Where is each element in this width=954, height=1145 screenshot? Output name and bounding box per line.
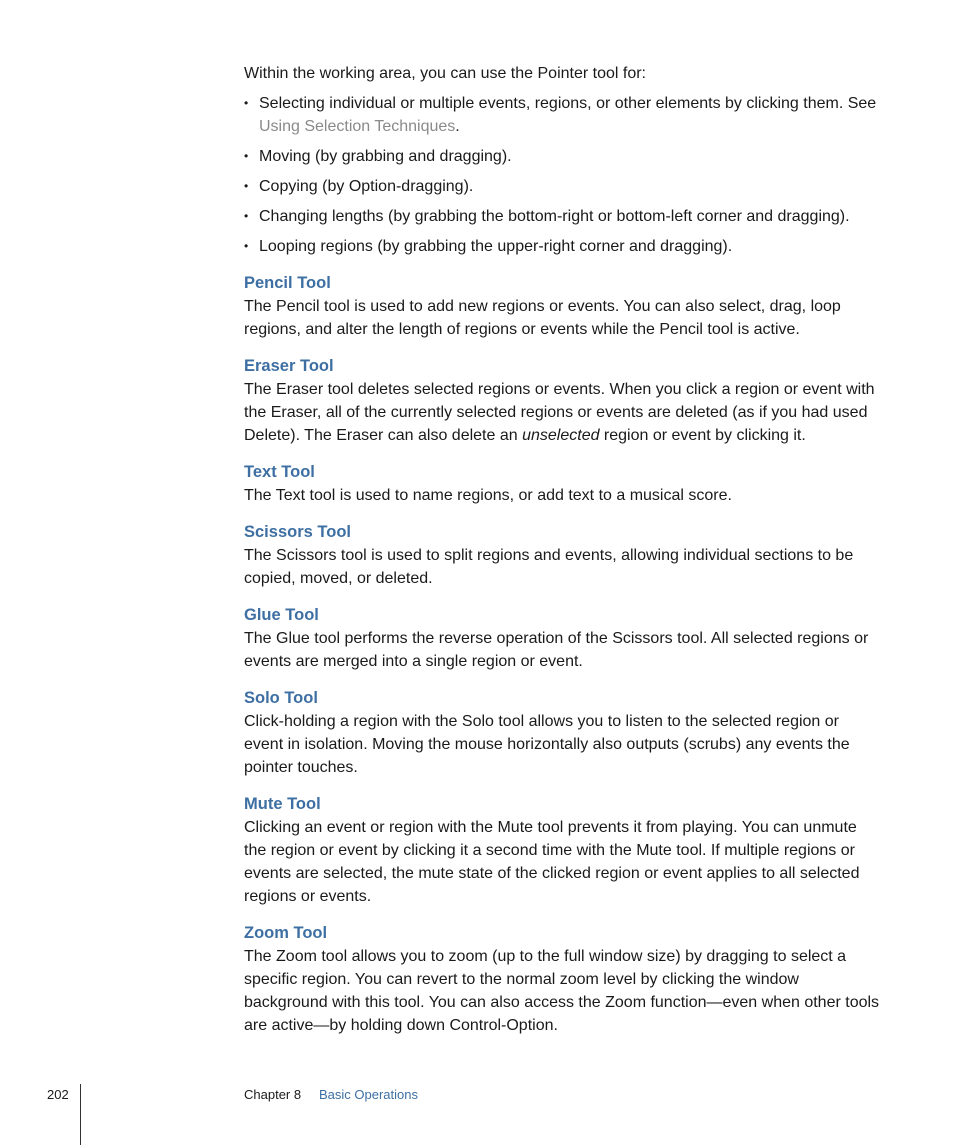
bullet-glyph: • [244, 209, 249, 223]
section-heading: Mute Tool [244, 795, 321, 813]
section-heading: Zoom Tool [244, 924, 328, 942]
list-item-text: Looping regions (by grabbing the upper-right corner and dragging). [259, 238, 733, 255]
section-heading: Solo Tool [244, 689, 318, 707]
bullet-glyph: • [244, 96, 249, 110]
section-glue-tool [244, 604, 880, 673]
list-item-text: Selecting individual or multiple events, regions, or other elements by clicking them. See [259, 95, 877, 112]
list-item [244, 205, 880, 228]
list-item-text: Changing lengths (by grabbing the bottom-right or bottom-left corner and dragging). [259, 208, 850, 225]
section-text-tool [244, 461, 880, 507]
section-body: The Pencil tool is used to add new regions or events. You can also select, drag, loop regions, and alter the length of regions or events while the Pencil tool is active. [244, 298, 841, 338]
section-heading: Text Tool [244, 463, 315, 481]
section-mute-tool [244, 793, 880, 908]
section-heading: Eraser Tool [244, 357, 334, 375]
intro-paragraph: Within the working area, you can use the Pointer tool for: [244, 65, 646, 82]
list-item [244, 235, 880, 258]
emphasis-text: unselected [522, 427, 600, 444]
list-item [244, 145, 880, 168]
section-body: Click-holding a region with the Solo tool allows you to listen to the selected region or event in isolation. Moving the mouse horizontally also outputs (scrubs) any events the pointer touches. [244, 713, 850, 776]
section-body: The Glue tool performs the reverse operation of the Scissors tool. All selected regions or events are merged into a single region or event. [244, 630, 869, 670]
section-zoom-tool [244, 922, 880, 1037]
chapter-label: Chapter 8 [244, 1087, 302, 1102]
section-heading: Glue Tool [244, 606, 319, 624]
section-body-text: The Eraser tool deletes selected regions or events. When you click a region or event with the Eraser, all of the currently selected regions or events are deleted (as if you had used Delete). The Eraser can also delete an [244, 381, 875, 444]
section-eraser-tool [244, 355, 880, 447]
section-body: The Text tool is used to name regions, or add text to a musical score. [244, 487, 732, 504]
list-item-text: Moving (by grabbing and dragging). [259, 148, 512, 165]
bullet-glyph: • [244, 179, 249, 193]
section-body [244, 378, 880, 447]
bullet-glyph: • [244, 149, 249, 163]
section-body-text-after: region or event by clicking it. [599, 427, 806, 444]
section-body: Clicking an event or region with the Mute tool prevents it from playing. You can unmute the region or event by clicking it a second time with the Mute tool. If multiple regions or events are selected, the mute state of the clicked region or event applies to all selected regions or events. [244, 819, 860, 905]
pointer-uses-list [244, 92, 880, 258]
page-content [244, 62, 880, 1037]
section-pencil-tool [244, 272, 880, 341]
section-scissors-tool [244, 521, 880, 590]
section-heading: Scissors Tool [244, 523, 351, 541]
section-body: The Scissors tool is used to split regions and events, allowing individual sections to be copied, moved, or deleted. [244, 547, 854, 587]
section-heading: Pencil Tool [244, 274, 331, 292]
section-solo-tool [244, 687, 880, 779]
section-body: The Zoom tool allows you to zoom (up to the full window size) by dragging to select a specific region. You can revert to the normal zoom level by clicking the window background with this tool. You can also access the Zoom function—even when other tools are active—by holding down Control-Option. [244, 948, 880, 1034]
using-selection-techniques-link[interactable]: Using Selection Techniques [259, 118, 456, 135]
list-item [244, 175, 880, 198]
chapter-title-link[interactable]: Basic Operations [319, 1087, 418, 1102]
list-item-text-after: . [455, 118, 460, 135]
bullet-glyph: • [244, 239, 249, 253]
footer-divider [80, 1084, 81, 1145]
list-item [244, 92, 880, 138]
list-item-text: Copying (by Option-dragging). [259, 178, 474, 195]
page-number: 202 [47, 1087, 69, 1102]
